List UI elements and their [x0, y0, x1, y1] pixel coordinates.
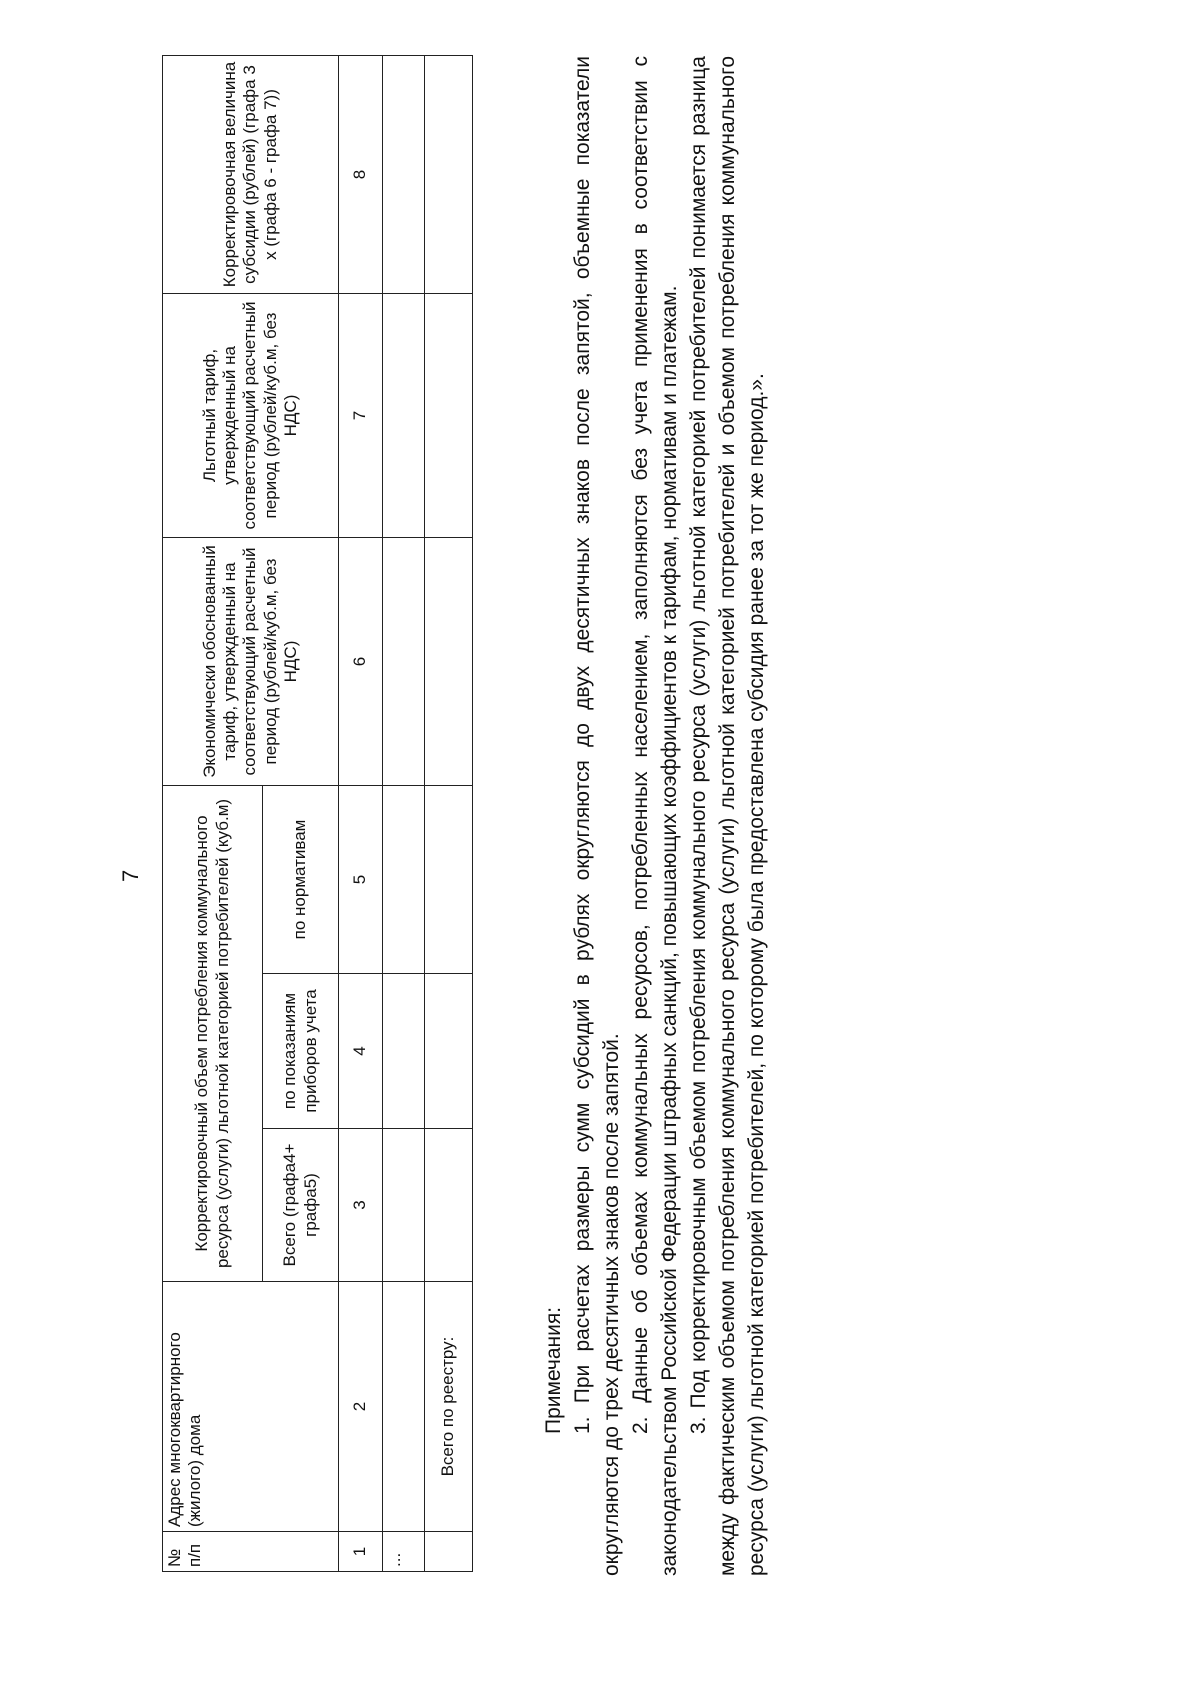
table-cell	[383, 294, 425, 538]
table-cell	[383, 538, 425, 786]
note-item: 2. Данные об объемах коммунальных ресурсов, потребленных населением, заполняются без учета применения в соответствии с законодательством Российской Федерации штрафных санкций, повышающих коэффициентов к тарифам, нормативам и платежам.	[628, 56, 681, 1576]
column-number: 3	[339, 1129, 383, 1282]
header-econ-tariff: Экономически обоснованный тариф, утвержденный на соответствующий расчетный период (рублей/куб.м, без НДС)	[163, 538, 339, 786]
rotated-page	[0, 42, 1200, 1662]
table-row	[383, 56, 425, 1572]
notes-section	[540, 56, 772, 1576]
table-cell	[383, 974, 425, 1129]
table-cell	[425, 786, 473, 974]
column-number: 6	[339, 538, 383, 786]
header-volume-total: Всего (графа4+ графа5)	[263, 1129, 339, 1282]
table-cell	[383, 56, 425, 294]
column-number: 7	[339, 294, 383, 538]
column-number: 1	[339, 1532, 383, 1572]
table-cell	[425, 974, 473, 1129]
header-volume-meters: по показаниям приборов учета	[263, 974, 339, 1129]
notes-title: Примечания:	[542, 1306, 565, 1434]
total-row	[425, 56, 473, 1572]
table-cell	[425, 294, 473, 538]
table-cell	[383, 1282, 425, 1532]
header-volume-norms: по нормативам	[263, 786, 339, 974]
table-cell	[383, 786, 425, 974]
header-address: Адрес многоквартирного (жилого) дома	[163, 1282, 339, 1532]
header-volume-group: Корректировочный объем потребления коммунального ресурса (услуги) льготной категорией потребителей (куб.м)	[163, 786, 263, 1282]
column-number-row	[339, 56, 383, 1572]
total-label: Всего по реестру:	[425, 1282, 473, 1532]
column-number: 5	[339, 786, 383, 974]
column-number: 2	[339, 1282, 383, 1532]
note-item: 3. Под корректировочным объемом потребления коммунального ресурса (услуги) льготной категорией потребителей понимается разница между фактическим объемом потребления коммунального ресурса (услуги) льготной категорией потребителей и объемом потребления коммунального ресурса (услуги) льготной категорией потребителей, по которому была предоставлена субсидия ранее за тот же период.».	[686, 56, 768, 1576]
column-number: 4	[339, 974, 383, 1129]
header-num: № п/п	[163, 1532, 339, 1572]
header-pref-tariff: Льготный тариф, утвержденный на соответствующий расчетный период (рублей/куб.м, без НДС)	[163, 294, 339, 538]
table-cell	[425, 1532, 473, 1572]
table-cell	[425, 538, 473, 786]
row-ellipsis: ...	[383, 1532, 425, 1572]
column-number: 8	[339, 56, 383, 294]
table-cell	[425, 56, 473, 294]
table-cell	[383, 1129, 425, 1282]
table-cell	[425, 1129, 473, 1282]
subsidy-register-table	[162, 55, 473, 1572]
note-item: 1. При расчетах размеры сумм субсидий в рублях округляются до двух десятичных знаков после запятой, объемные показатели округляются до трех десятичных знаков после запятой.	[570, 56, 623, 1576]
page-number: 7	[118, 869, 143, 882]
header-correction: Корректировочная величина субсидии (рублей) (графа 3 x (графа 6 - графа 7))	[163, 56, 339, 294]
